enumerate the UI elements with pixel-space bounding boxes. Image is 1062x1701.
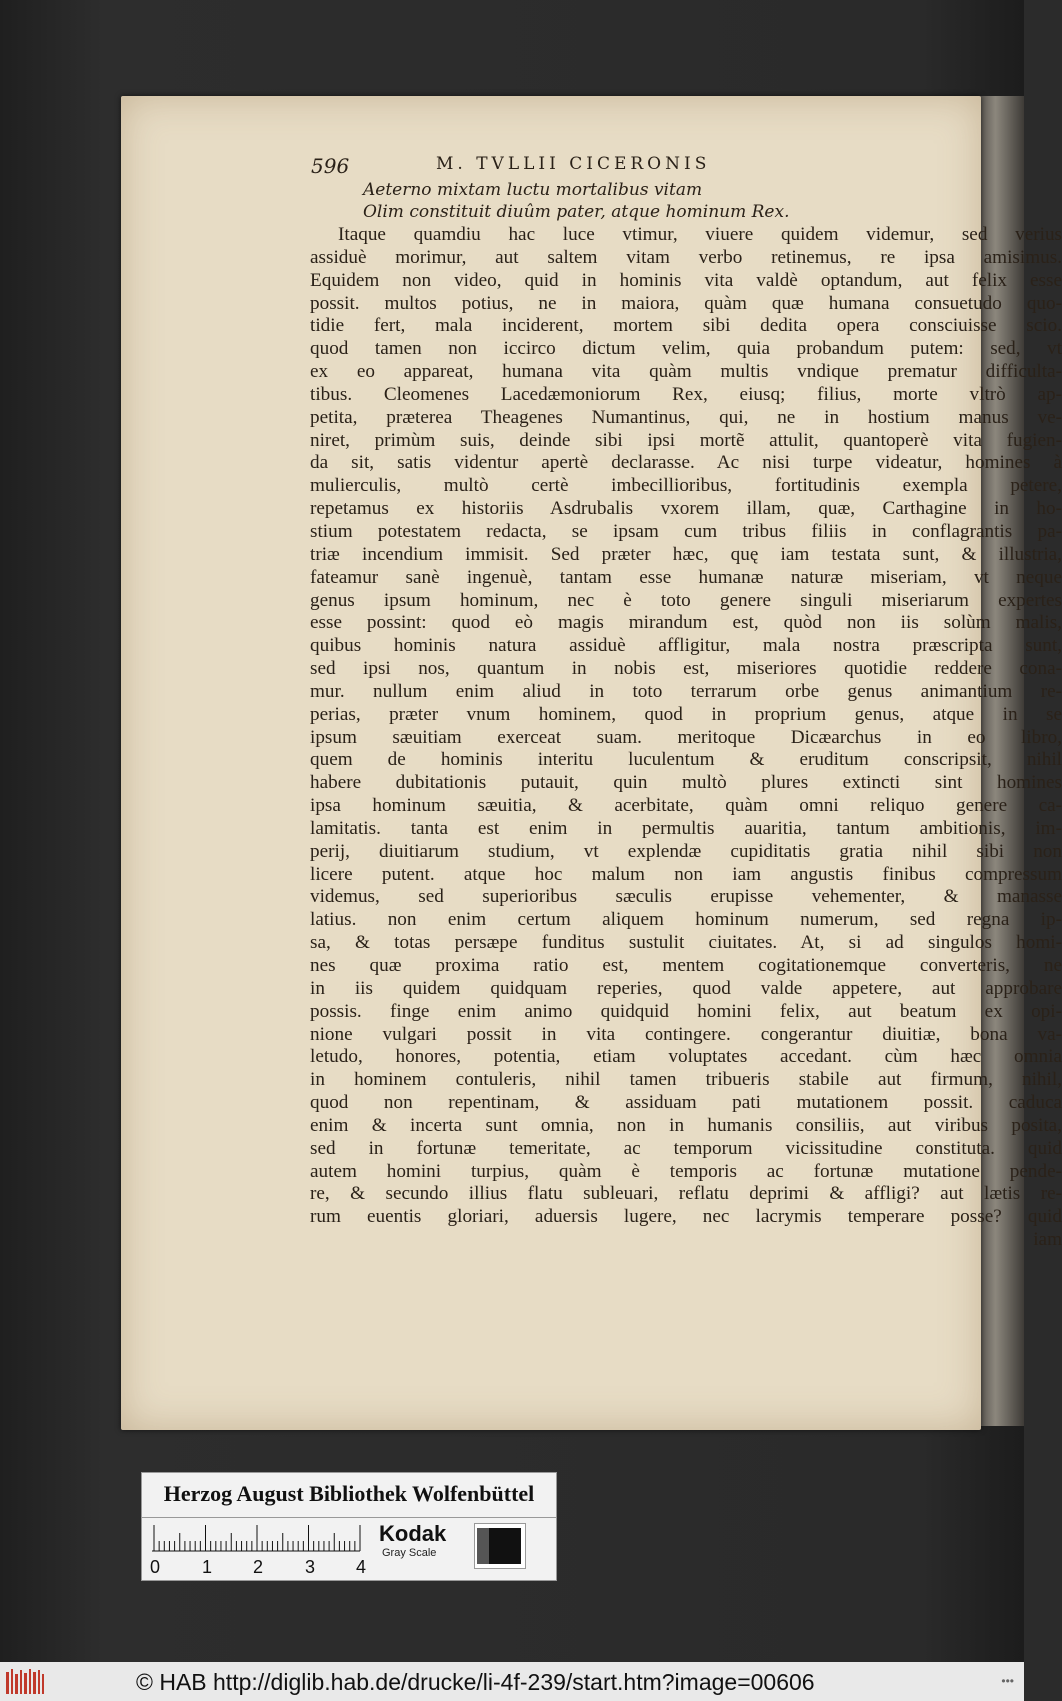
text-line: quem de hominis interitu luculentum & eruditum conscripsit, nihil — [310, 749, 1062, 771]
text-line: fateamur sanè ingenuè, tantam esse humanæ naturæ miseriam, vt neque — [310, 566, 1062, 588]
text-line: iam — [1033, 1229, 1062, 1251]
black-swatch — [489, 1528, 521, 1564]
text-line: possit. multos potius, ne in maiora, quàm quæ humana consuetudo quo- — [310, 292, 1062, 314]
text-line: assiduè morimur, aut saltem vitam verbo retinemus, re ipsa amisimus. — [310, 246, 1062, 268]
text-line: possis. finge enim animo quidquid homini felix, aut beatum ex opi- — [310, 1000, 1062, 1022]
verse-line: Aeterno mixtam luctu mortalibus vitam — [363, 180, 703, 200]
book-page — [121, 96, 1062, 1430]
text-line: lamitatis. tanta est enim in permultis auaritia, tantum ambitionis, im- — [310, 817, 1062, 839]
text-line: Itaque quamdiu hac luce vtimur, viuere quidem videmur, sed verius — [338, 224, 1062, 245]
hab-logo-icon — [4, 1666, 46, 1697]
text-line: repetamus ex historiis Asdrubalis vxorem illam, quæ, Carthagine in ho- — [310, 498, 1062, 520]
scale-number: 0 — [150, 1557, 161, 1577]
text-line: petita, præterea Theagenes Numantinus, qui, ne in hostium manus ve- — [310, 406, 1062, 428]
text-line: triæ incendium immisit. Sed præter hæc, quę iam testata sunt, & illustria, — [310, 543, 1062, 565]
text-line: habere dubitationis putauit, quin multò plures extincti sint homines — [310, 772, 1062, 794]
verse-line: Olim constituit diuûm pater, atque hominum Rex. — [363, 202, 790, 222]
page-content — [121, 96, 1062, 1430]
scale-number: 3 — [305, 1557, 316, 1577]
running-title: M. TVLLII CICERONIS — [436, 154, 711, 174]
text-line: nione vulgari possit in vita contingere. congerantur diuitiæ, bona va- — [310, 1023, 1062, 1045]
text-line: ipsum sæuitiam exerceat suam. meritoque Dicæarchus in eo libro, — [310, 726, 1062, 748]
text-line: tibus. Cleomenes Lacedæmoniorum Rex, eiusq; filius, morte vltrò ap- — [310, 383, 1062, 405]
text-line: re, & secundo illius flatu subleuari, reflatu deprimi & affligi? aut lætis re- — [310, 1183, 1062, 1205]
text-line: ex eo appareat, humana vita quàm multis vndique prematur difficulta- — [310, 361, 1062, 383]
text-line: in iis quidem quidquam reperies, quod valde appetere, aut approbare — [310, 977, 1062, 999]
text-line: tidie fert, mala inciderent, mortem sibi dedita opera consciuisse scio. — [310, 315, 1062, 337]
body-text — [310, 224, 1062, 1252]
scale-number: 1 — [202, 1557, 213, 1577]
text-line: esse possint: quod eò magis mirandum est, quòd non iis solùm malis, — [310, 612, 1062, 634]
page-number: 596 — [311, 154, 350, 178]
text-line: genus ipsum hominum, nec è toto genere singuli miseriarum expertes — [310, 589, 1062, 611]
ruler-scale — [150, 1523, 362, 1553]
text-line: latius. non enim certum aliquem hominum numerum, sed regna ip- — [310, 909, 1062, 931]
text-line: niret, primùm suis, deinde sibi ipsi mortẽ attulit, quantoperè vita fugien- — [310, 429, 1062, 451]
text-line: letudo, honores, potentia, etiam voluptates accedant. cùm hæc omnia — [310, 1046, 1062, 1068]
text-line: videmus, sed superioribus sæculis erupisse vehementer, & manasse — [310, 886, 1062, 908]
library-name: Herzog August Bibliothek Wolfenbüttel — [163, 1481, 535, 1506]
scale-number: 4 — [356, 1557, 367, 1577]
kodak-subtitle: Gray Scale — [382, 1547, 437, 1559]
footer-url[interactable]: © HAB http://diglib.hab.de/drucke/li-4f-239/start.htm?image=00606 — [136, 1669, 815, 1695]
page-header — [311, 154, 891, 180]
library-label — [141, 1472, 557, 1581]
text-line: sa, & totas persæpe funditus sustulit ciuitates. At, si ad singulos homi- — [310, 932, 1062, 954]
text-line: Equidem non video, quid in hominis vita valdè optandum, aut felix esse — [310, 269, 1062, 291]
text-line: autem homini turpius, quàm è temporis ac fortunæ mutatione pende- — [310, 1160, 1062, 1182]
scale-number: 2 — [253, 1557, 264, 1577]
text-line: stium potestatem redacta, se ipsam cum tribus filiis in conflagrantis pa- — [310, 520, 1062, 542]
text-line: enim & incerta sunt omnia, non in humanis consiliis, aut viribus posita, — [310, 1114, 1062, 1136]
text-line: quod non repentinam, & assiduam pati mutationem possit. caduca — [310, 1092, 1062, 1114]
grayscale-patch — [474, 1523, 526, 1569]
text-line: quod tamen non iccirco dictum velim, quia probandum putem: sed, vt — [310, 338, 1062, 360]
text-line: da sit, satis videntur apertè declarasse. Ac nisi turpe videatur, homines à — [310, 452, 1062, 474]
kodak-brand: Kodak — [379, 1521, 447, 1546]
text-line: sed in fortunæ temeritate, ac temporum vicissitudine constituta. quid — [310, 1137, 1062, 1159]
gray-swatch — [477, 1528, 489, 1564]
text-line: sed ipsi nos, quantum in nobis est, miseriores quotidie reddere cona- — [310, 658, 1062, 680]
label-divider — [142, 1517, 556, 1518]
footer-bar — [0, 1662, 1024, 1701]
text-line: nes quæ proxima ratio est, mentem cogitationemque converteris, ne — [310, 955, 1062, 976]
text-line: mur. nullum enim aliud in toto terrarum orbe genus animantium re- — [310, 680, 1062, 702]
text-line: ipsa hominum sæuitia, & acerbitate, quàm omni reliquo genere ca- — [310, 795, 1062, 817]
more-dots-icon[interactable]: ••• — [1001, 1674, 1014, 1688]
text-line: mulierculis, multò certè imbecillioribus, fortitudinis exempla petere, — [310, 475, 1062, 497]
text-line: licere putent. atque hoc malum non iam angustis finibus compressum — [310, 863, 1062, 885]
text-line: perias, præter vnum hominem, quod in proprium genus, atque in se — [310, 703, 1062, 725]
text-line: rum euentis gloriari, aduersis lugere, nec lacrymis temperare posse? quid — [310, 1206, 1062, 1228]
text-line: in hominem contuleris, nihil tamen tribueris stabile aut firmum, nihil, — [310, 1069, 1062, 1091]
text-line: perij, diuitiarum studium, vt explendæ cupiditatis gratia nihil sibi non — [310, 840, 1062, 862]
text-line: quibus hominis natura assiduè affligitur, mala nostra præscripta sunt, — [310, 635, 1062, 657]
